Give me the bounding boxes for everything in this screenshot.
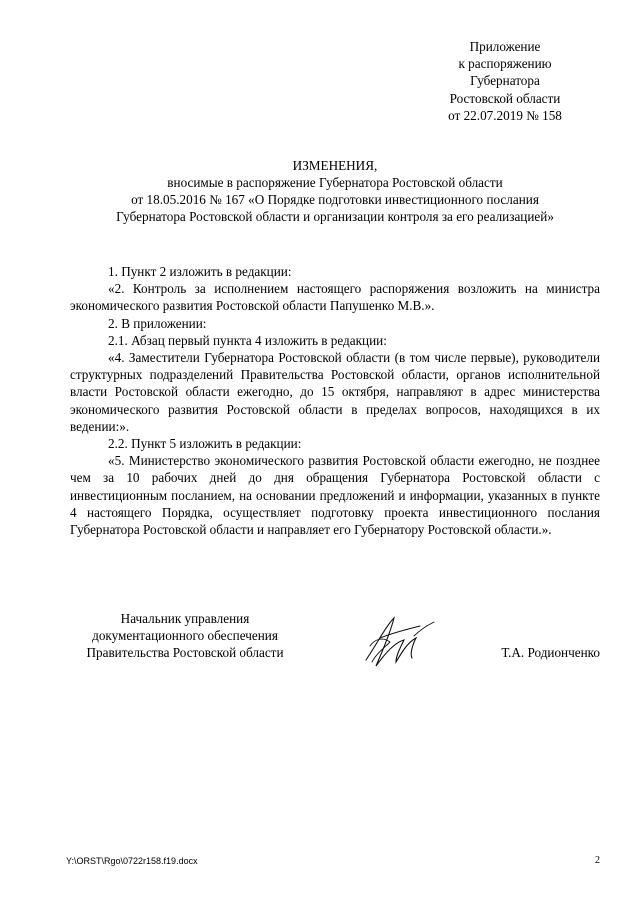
document-heading (70, 157, 600, 225)
paragraph: «5. Министерство экономического развития Ростовской области ежегодно, не позднее чем за 10 рабочих дней до дня обращения Губернатора Ростовской области с инвестиционным посланием, на основании предложений и информации, указанных в пункте 4 настоящего Порядка, осуществляет подготовку проекта инвестиционного послания Губернатора Ростовской области и направляет его Губернатору Ростовской области.». (70, 453, 600, 538)
paragraph: 1. Пункт 2 изложить в редакции: (108, 264, 292, 279)
heading-line: от 18.05.2016 № 167 «О Порядке подготовки инвестиционного послания (131, 192, 539, 207)
appendix-line: к распоряжению (458, 56, 552, 72)
signatory-name: Т.А. Родионченко (501, 645, 600, 660)
appendix-date-line: от 22.07.2019 № 158 (448, 107, 562, 123)
signatory-title-line: Начальник управления (120, 611, 250, 626)
appendix-line: Губернатора (470, 73, 540, 89)
paragraph: «2. Контроль за исполнением настоящего распоряжения возложить на министра экономического развития Ростовской области Папушенко М.В.». (70, 281, 600, 314)
paragraph: «4. Заместители Губернатора Ростовской области (в том числе первые), руководители структурных подразделений Правительства Ростовской области, органов исполнительной власти Ростовской области ежегодно, до 15 октября, направляют в адрес министерства экономического развития Ростовской области в пределах вопросов, находящихся в их ведении:». (70, 350, 600, 434)
paragraph: 2.2. Пункт 5 изложить в редакции: (108, 436, 302, 452)
handwritten-signature (360, 612, 440, 672)
appendix-line: Приложение (469, 39, 541, 54)
signatory-title (60, 610, 310, 661)
page-number: 2 (595, 855, 600, 866)
file-path: Y:\ORST\Rgo\0722r158.f19.docx (66, 856, 198, 866)
appendix-stamp (400, 38, 610, 124)
heading-line: Губернатора Ростовской области и организации контроля за его реализацией» (116, 209, 554, 224)
heading-line: вносимые в распоряжение Губернатора Ростовской области (167, 175, 503, 190)
appendix-line: Ростовской области (449, 90, 561, 106)
paragraph: 2.1. Абзац первый пункта 4 изложить в редакции: (108, 332, 387, 348)
paragraph: 2. В приложении: (108, 315, 207, 331)
document-body (70, 263, 600, 538)
signatory-title-line: Правительства Ростовской области (86, 645, 284, 660)
heading-title: ИЗМЕНЕНИЯ, (292, 158, 378, 173)
signatory-title-line: документационного обеспечения (92, 628, 278, 643)
